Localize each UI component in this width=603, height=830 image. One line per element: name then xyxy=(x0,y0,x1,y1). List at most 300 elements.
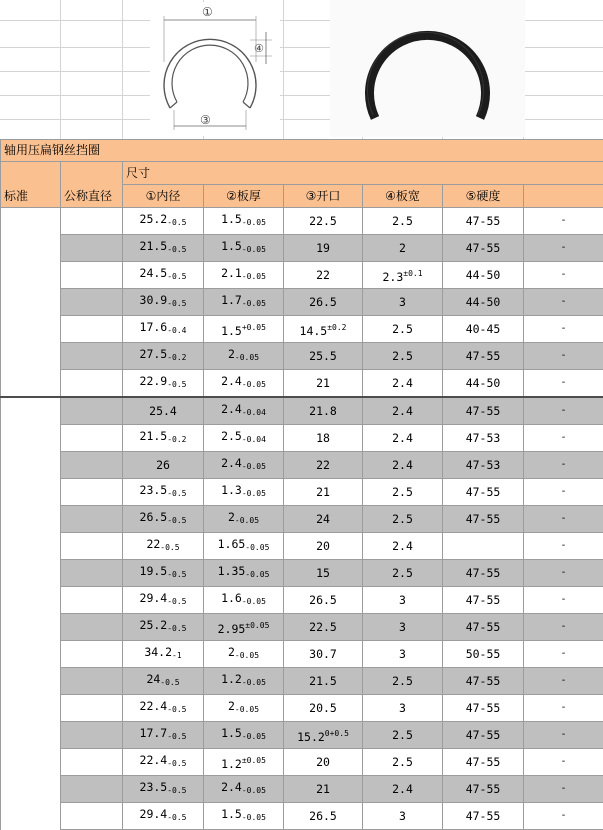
cell-width-value: 3 xyxy=(399,295,406,309)
cell-extra: - xyxy=(524,776,603,803)
cell-width-value: 2.4 xyxy=(392,376,413,390)
cell-hardness: 47-55 xyxy=(443,749,524,776)
cell-width-value: 2.5 xyxy=(392,674,413,688)
cell-inner-diameter-tolerance: -0.5 xyxy=(167,705,186,714)
cell-thickness xyxy=(204,343,284,370)
cell-opening-value: 21.5 xyxy=(309,674,337,688)
cell-thickness-tolerance: -0.05 xyxy=(235,516,259,525)
cell-inner-diameter-value: 29.4 xyxy=(140,591,168,605)
cell-inner-diameter xyxy=(123,533,204,560)
cell-inner-diameter xyxy=(123,506,204,533)
cell-standard xyxy=(1,235,61,262)
cell-thickness-tolerance: -0.05 xyxy=(242,272,266,281)
cell-width-value: 3 xyxy=(399,593,406,607)
cell-opening-value: 22 xyxy=(316,458,330,472)
cell-opening xyxy=(284,506,363,533)
table-row xyxy=(1,316,603,343)
cell-extra: - xyxy=(524,208,603,235)
cell-width-value: 2.5 xyxy=(392,485,413,499)
cell-hardness: 47-55 xyxy=(443,560,524,587)
cell-width-tolerance: ±0.1 xyxy=(403,269,422,278)
cell-thickness xyxy=(204,452,284,479)
table-row xyxy=(1,776,603,803)
header-hardness: ⑤硬度 xyxy=(443,185,524,208)
table-row xyxy=(1,289,603,316)
cell-standard xyxy=(1,587,61,614)
cell-extra: - xyxy=(524,397,603,425)
cell-hardness: 47-55 xyxy=(443,208,524,235)
dim-label-1: ① xyxy=(202,5,213,19)
cell-thickness xyxy=(204,533,284,560)
cell-thickness-tolerance: -0.05 xyxy=(242,218,266,227)
cell-inner-diameter-value: 19.5 xyxy=(140,564,168,578)
cell-thickness xyxy=(204,668,284,695)
table-row xyxy=(1,614,603,641)
cell-inner-diameter xyxy=(123,425,204,452)
dim-label-3: ③ xyxy=(200,113,211,127)
cell-width-value: 3 xyxy=(399,809,406,823)
cell-standard xyxy=(1,397,61,425)
header-image-area xyxy=(0,0,603,139)
cell-inner-diameter xyxy=(123,803,204,830)
cell-thickness-tolerance: -0.04 xyxy=(242,408,266,417)
cell-nominal-diameter xyxy=(61,803,123,830)
cell-hardness: 47-55 xyxy=(443,722,524,749)
cell-width-value: 3 xyxy=(399,701,406,715)
cell-nominal-diameter xyxy=(61,425,123,452)
spec-table xyxy=(0,139,603,830)
cell-inner-diameter xyxy=(123,289,204,316)
cell-opening-value: 26.5 xyxy=(309,809,337,823)
cell-thickness-value: 1.65 xyxy=(218,537,246,551)
cell-thickness xyxy=(204,722,284,749)
cell-thickness-value: 2.4 xyxy=(221,456,242,470)
cell-opening-value: 19 xyxy=(316,241,330,255)
cell-width xyxy=(363,452,443,479)
cell-thickness-value: 2.1 xyxy=(221,266,242,280)
cell-opening-value: 18 xyxy=(316,431,330,445)
cell-nominal-diameter xyxy=(61,397,123,425)
cell-thickness xyxy=(204,587,284,614)
cell-inner-diameter-value: 23.5 xyxy=(140,483,168,497)
cell-inner-diameter-tolerance: -0.5 xyxy=(167,218,186,227)
cell-standard xyxy=(1,614,61,641)
cell-extra: - xyxy=(524,749,603,776)
table-row xyxy=(1,235,603,262)
cell-inner-diameter-value: 26 xyxy=(156,458,170,472)
cell-width-value: 2.5 xyxy=(392,349,413,363)
table-row xyxy=(1,452,603,479)
cell-inner-diameter-tolerance: -0.5 xyxy=(167,299,186,308)
cell-opening xyxy=(284,722,363,749)
cell-thickness-value: 1.3 xyxy=(221,483,242,497)
cell-inner-diameter xyxy=(123,560,204,587)
cell-nominal-diameter xyxy=(61,722,123,749)
cell-thickness xyxy=(204,506,284,533)
table-row xyxy=(1,641,603,668)
cell-nominal-diameter xyxy=(61,452,123,479)
cell-thickness-tolerance: -0.05 xyxy=(245,570,269,579)
cell-opening-value: 20.5 xyxy=(309,701,337,715)
cell-opening xyxy=(284,560,363,587)
cell-thickness-tolerance: -0.05 xyxy=(242,462,266,471)
cell-width xyxy=(363,208,443,235)
ring-dimension-diagram xyxy=(150,2,280,136)
cell-nominal-diameter xyxy=(61,289,123,316)
cell-inner-diameter xyxy=(123,452,204,479)
cell-hardness: 44-50 xyxy=(443,370,524,398)
cell-extra: - xyxy=(524,262,603,289)
cell-standard xyxy=(1,695,61,722)
cell-inner-diameter-value: 26.5 xyxy=(140,510,168,524)
cell-inner-diameter-value: 17.7 xyxy=(140,726,168,740)
cell-width xyxy=(363,722,443,749)
cell-inner-diameter-tolerance: -0.5 xyxy=(160,678,179,687)
cell-nominal-diameter xyxy=(61,587,123,614)
cell-opening xyxy=(284,803,363,830)
cell-opening xyxy=(284,749,363,776)
cell-extra: - xyxy=(524,587,603,614)
cell-width xyxy=(363,695,443,722)
cell-extra: - xyxy=(524,722,603,749)
cell-thickness-value: 2 xyxy=(228,347,235,361)
table-title: 轴用压扁钢丝挡圈 xyxy=(1,140,603,162)
cell-hardness: 47-55 xyxy=(443,397,524,425)
cell-width xyxy=(363,343,443,370)
cell-opening xyxy=(284,614,363,641)
cell-thickness xyxy=(204,370,284,398)
cell-inner-diameter xyxy=(123,641,204,668)
header-width: ④板宽 xyxy=(363,185,443,208)
cell-thickness-value: 2 xyxy=(228,510,235,524)
cell-width-value: 2.5 xyxy=(392,322,413,336)
cell-standard xyxy=(1,425,61,452)
cell-inner-diameter-tolerance: -0.2 xyxy=(167,435,186,444)
cell-opening-value: 21 xyxy=(316,782,330,796)
cell-opening-value: 15.2 xyxy=(297,730,325,744)
cell-hardness: 47-55 xyxy=(443,695,524,722)
cell-width xyxy=(363,803,443,830)
cell-nominal-diameter xyxy=(61,533,123,560)
cell-nominal-diameter xyxy=(61,506,123,533)
cell-opening xyxy=(284,533,363,560)
cell-inner-diameter xyxy=(123,262,204,289)
cell-opening-value: 25.5 xyxy=(309,349,337,363)
cell-opening-value: 26.5 xyxy=(309,593,337,607)
cell-opening xyxy=(284,587,363,614)
cell-width xyxy=(363,560,443,587)
cell-thickness-tolerance: ±0.05 xyxy=(242,756,266,765)
cell-standard xyxy=(1,262,61,289)
cell-thickness xyxy=(204,479,284,506)
cell-inner-diameter-tolerance: -0.5 xyxy=(167,570,186,579)
cell-nominal-diameter xyxy=(61,776,123,803)
cell-thickness xyxy=(204,803,284,830)
cell-thickness-value: 2 xyxy=(228,699,235,713)
table-row xyxy=(1,560,603,587)
cell-thickness-value: 1.2 xyxy=(221,757,242,771)
cell-thickness-tolerance: +0.05 xyxy=(242,323,266,332)
cell-extra: - xyxy=(524,452,603,479)
cell-opening xyxy=(284,641,363,668)
cell-width-value: 2 xyxy=(399,241,406,255)
cell-width-value: 2.5 xyxy=(392,566,413,580)
cell-inner-diameter-value: 23.5 xyxy=(140,780,168,794)
cell-width-value: 2.4 xyxy=(392,431,413,445)
header-thickness: ②板厚 xyxy=(204,185,284,208)
cell-inner-diameter-tolerance: -0.5 xyxy=(167,516,186,525)
cell-opening-value: 24 xyxy=(316,512,330,526)
cell-thickness xyxy=(204,425,284,452)
cell-width xyxy=(363,262,443,289)
cell-nominal-diameter xyxy=(61,343,123,370)
cell-opening xyxy=(284,776,363,803)
cell-inner-diameter-value: 22.9 xyxy=(140,374,168,388)
cell-hardness: 47-55 xyxy=(443,776,524,803)
cell-hardness: 47-55 xyxy=(443,587,524,614)
cell-thickness xyxy=(204,235,284,262)
cell-opening xyxy=(284,452,363,479)
cell-thickness-value: 2.95 xyxy=(218,622,246,636)
cell-inner-diameter-tolerance: -0.5 xyxy=(167,732,186,741)
cell-width xyxy=(363,425,443,452)
cell-extra: - xyxy=(524,641,603,668)
cell-opening xyxy=(284,479,363,506)
cell-thickness-value: 1.7 xyxy=(221,293,242,307)
cell-thickness xyxy=(204,695,284,722)
cell-width xyxy=(363,506,443,533)
cell-standard xyxy=(1,641,61,668)
cell-extra: - xyxy=(524,803,603,830)
cell-extra: - xyxy=(524,695,603,722)
cell-width-value: 2.5 xyxy=(392,728,413,742)
cell-thickness-tolerance: -0.05 xyxy=(235,353,259,362)
cell-width xyxy=(363,370,443,398)
cell-width xyxy=(363,397,443,425)
cell-inner-diameter-tolerance: -1 xyxy=(172,651,182,660)
header-inner-diameter: ①内径 xyxy=(123,185,204,208)
cell-opening xyxy=(284,343,363,370)
cell-inner-diameter xyxy=(123,722,204,749)
cell-width-value: 2.4 xyxy=(392,782,413,796)
cell-inner-diameter xyxy=(123,397,204,425)
cell-standard xyxy=(1,316,61,343)
cell-nominal-diameter xyxy=(61,208,123,235)
cell-hardness: 47-55 xyxy=(443,235,524,262)
cell-opening-value: 22.5 xyxy=(309,214,337,228)
cell-inner-diameter xyxy=(123,749,204,776)
ring-product-photo xyxy=(330,0,525,137)
table-row xyxy=(1,397,603,425)
cell-thickness-tolerance: -0.05 xyxy=(242,786,266,795)
cell-thickness-value: 1.6 xyxy=(221,591,242,605)
cell-hardness: 47-55 xyxy=(443,343,524,370)
table-row xyxy=(1,749,603,776)
cell-standard xyxy=(1,343,61,370)
cell-thickness-tolerance: ±0.05 xyxy=(245,621,269,630)
cell-width xyxy=(363,641,443,668)
cell-nominal-diameter xyxy=(61,370,123,398)
cell-inner-diameter-tolerance: -0.5 xyxy=(167,759,186,768)
cell-width-value: 3 xyxy=(399,620,406,634)
cell-standard xyxy=(1,370,61,398)
cell-width xyxy=(363,668,443,695)
cell-hardness: 47-55 xyxy=(443,506,524,533)
cell-hardness: 40-45 xyxy=(443,316,524,343)
cell-inner-diameter-value: 22.4 xyxy=(140,753,168,767)
table-row xyxy=(1,425,603,452)
header-standard: 标准 xyxy=(1,162,61,208)
cell-inner-diameter-tolerance: -0.5 xyxy=(167,786,186,795)
cell-inner-diameter-value: 25.2 xyxy=(140,212,168,226)
cell-thickness-value: 2 xyxy=(228,645,235,659)
table-row xyxy=(1,668,603,695)
cell-standard xyxy=(1,803,61,830)
cell-thickness xyxy=(204,641,284,668)
cell-inner-diameter xyxy=(123,695,204,722)
cell-thickness-value: 1.5 xyxy=(221,726,242,740)
cell-opening xyxy=(284,668,363,695)
cell-thickness-tolerance: -0.05 xyxy=(242,245,266,254)
cell-inner-diameter xyxy=(123,370,204,398)
cell-extra: - xyxy=(524,668,603,695)
table-row xyxy=(1,506,603,533)
cell-inner-diameter-tolerance: -0.5 xyxy=(167,272,186,281)
cell-opening-value: 14.5 xyxy=(300,324,328,338)
cell-nominal-diameter xyxy=(61,235,123,262)
cell-hardness: 44-50 xyxy=(443,289,524,316)
table-row xyxy=(1,262,603,289)
cell-thickness-value: 1.35 xyxy=(218,564,246,578)
cell-hardness: 50-55 xyxy=(443,641,524,668)
cell-standard xyxy=(1,668,61,695)
cell-thickness-tolerance: -0.05 xyxy=(242,597,266,606)
cell-thickness-tolerance: -0.05 xyxy=(242,299,266,308)
cell-extra: - xyxy=(524,614,603,641)
table-row xyxy=(1,343,603,370)
cell-inner-diameter-value: 29.4 xyxy=(140,807,168,821)
cell-standard xyxy=(1,506,61,533)
cell-thickness xyxy=(204,776,284,803)
cell-thickness xyxy=(204,749,284,776)
cell-nominal-diameter xyxy=(61,479,123,506)
cell-extra: - xyxy=(524,370,603,398)
cell-thickness xyxy=(204,316,284,343)
cell-opening xyxy=(284,316,363,343)
cell-hardness: 47-53 xyxy=(443,425,524,452)
cell-standard xyxy=(1,289,61,316)
cell-width-value: 2.5 xyxy=(392,214,413,228)
cell-opening-tolerance: 0+0.5 xyxy=(325,729,349,738)
cell-inner-diameter xyxy=(123,668,204,695)
cell-inner-diameter-tolerance: -0.5 xyxy=(167,597,186,606)
header-opening: ③开口 xyxy=(284,185,363,208)
cell-inner-diameter-tolerance: -0.2 xyxy=(167,353,186,362)
cell-inner-diameter xyxy=(123,235,204,262)
cell-thickness-tolerance: -0.05 xyxy=(242,489,266,498)
cell-nominal-diameter xyxy=(61,262,123,289)
cell-opening-value: 20 xyxy=(316,755,330,769)
cell-thickness-tolerance: -0.05 xyxy=(242,380,266,389)
cell-standard xyxy=(1,776,61,803)
cell-width-value: 2.3 xyxy=(382,270,403,284)
cell-opening-value: 21.8 xyxy=(309,404,337,418)
table-row xyxy=(1,533,603,560)
cell-inner-diameter xyxy=(123,614,204,641)
cell-thickness-value: 2.4 xyxy=(221,374,242,388)
cell-inner-diameter-tolerance: -0.5 xyxy=(167,245,186,254)
cell-width xyxy=(363,776,443,803)
cell-nominal-diameter xyxy=(61,641,123,668)
header-extra xyxy=(524,185,603,208)
dim-label-4: ④ xyxy=(254,42,264,55)
cell-inner-diameter-value: 21.5 xyxy=(140,239,168,253)
cell-inner-diameter-tolerance: -0.5 xyxy=(167,624,186,633)
cell-inner-diameter-value: 30.9 xyxy=(140,293,168,307)
cell-opening-tolerance: ±0.2 xyxy=(327,323,346,332)
table-row xyxy=(1,803,603,830)
cell-inner-diameter-value: 22.4 xyxy=(140,699,168,713)
cell-hardness: 47-55 xyxy=(443,479,524,506)
table-row xyxy=(1,370,603,398)
cell-extra: - xyxy=(524,316,603,343)
table-row xyxy=(1,479,603,506)
cell-hardness xyxy=(443,533,524,560)
cell-inner-diameter xyxy=(123,776,204,803)
cell-nominal-diameter xyxy=(61,614,123,641)
cell-standard xyxy=(1,479,61,506)
cell-standard xyxy=(1,749,61,776)
cell-thickness-tolerance: -0.05 xyxy=(242,678,266,687)
table-row xyxy=(1,722,603,749)
cell-extra: - xyxy=(524,560,603,587)
cell-width xyxy=(363,533,443,560)
cell-inner-diameter-value: 24.5 xyxy=(140,266,168,280)
cell-inner-diameter xyxy=(123,587,204,614)
cell-thickness xyxy=(204,208,284,235)
cell-width-value: 2.4 xyxy=(392,539,413,553)
cell-thickness-value: 1.5 xyxy=(221,239,242,253)
cell-width-value: 2.4 xyxy=(392,404,413,418)
cell-hardness: 47-55 xyxy=(443,614,524,641)
cell-thickness-value: 1.5 xyxy=(221,212,242,226)
cell-thickness-value: 1.2 xyxy=(221,672,242,686)
cell-inner-diameter xyxy=(123,208,204,235)
cell-inner-diameter-tolerance: -0.5 xyxy=(160,543,179,552)
cell-extra: - xyxy=(524,506,603,533)
cell-thickness-tolerance: -0.05 xyxy=(235,705,259,714)
cell-thickness-tolerance: -0.05 xyxy=(235,651,259,660)
cell-standard xyxy=(1,560,61,587)
cell-width-value: 2.5 xyxy=(392,755,413,769)
cell-hardness: 47-55 xyxy=(443,668,524,695)
cell-thickness xyxy=(204,560,284,587)
cell-thickness-value: 2.4 xyxy=(221,402,242,416)
cell-thickness-tolerance: -0.05 xyxy=(242,813,266,822)
cell-width xyxy=(363,289,443,316)
cell-standard xyxy=(1,452,61,479)
cell-extra: - xyxy=(524,533,603,560)
cell-inner-diameter-tolerance: -0.5 xyxy=(167,380,186,389)
cell-extra: - xyxy=(524,289,603,316)
cell-opening xyxy=(284,262,363,289)
cell-thickness-tolerance: -0.05 xyxy=(245,543,269,552)
cell-opening-value: 20 xyxy=(316,539,330,553)
cell-opening xyxy=(284,289,363,316)
cell-thickness-value: 1.5 xyxy=(221,807,242,821)
cell-width xyxy=(363,235,443,262)
cell-thickness xyxy=(204,614,284,641)
